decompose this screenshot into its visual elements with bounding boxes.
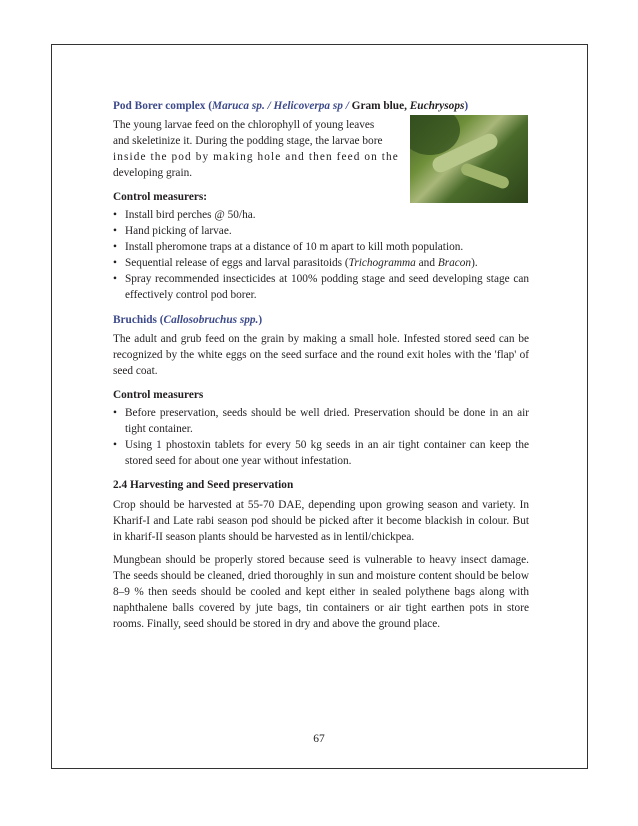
harvesting-paragraph-2: Mungbean should be properly stored because seed is vulnerable to heavy insect damage. The seeds should be cleaned, dried thoroughly in sun and moisture content should be below 8–9 % then seeds should be cooled and kept either in sealed polythene bags along with naphthalene balls covered by jute bags, tin containers or air tight earthen pots in store rooms. Finally, seed should be stored in dry and above the ground place.	[113, 554, 529, 630]
list-item: • Install pheromone traps at a distance of 10 m apart to kill moth population.	[113, 239, 529, 255]
list-item: • Using 1 phostoxin tablets for every 50 kg seeds in an air tight container can keep the stored seed for about one year without infestation.	[113, 437, 529, 469]
list-item: • Hand picking of larvae.	[113, 223, 529, 239]
pod-borer-control-list	[113, 207, 529, 303]
bruchids-description: The adult and grub feed on the grain by making a small hole. Infested stored seed can be recognized by the white eggs on the seed surface and the round exit holes with the 'flap' of seed coat.	[113, 333, 529, 377]
pod-borer-heading: Pod Borer complex (Maruca sp. / Helicoverpa sp / Gram blue, Euchrysops)	[113, 100, 469, 112]
pod-borer-control-title: Control measurers:	[113, 191, 208, 203]
bruchids-control-title: Control measurers	[113, 389, 204, 401]
page-content	[113, 98, 529, 632]
list-item: • Install bird perches @ 50/ha.	[113, 207, 529, 223]
harvesting-paragraph-1: Crop should be harvested at 55-70 DAE, depending upon growing season and variety. In Kharif-I and Late rabi season pod should be picked after it become blackish in colour. But in kharif-II season plants should be harvested as in lentil/chickpea.	[113, 499, 529, 543]
list-item: • Spray recommended insecticides at 100% podding stage and seed developing stage can effectively control pod borer.	[113, 271, 529, 303]
bruchids-control-list	[113, 405, 529, 469]
list-item: • Sequential release of eggs and larval parasitoids (Trichogramma and Bracon).	[113, 255, 529, 271]
bruchids-heading: Bruchids (Callosobruchus spp.)	[113, 314, 263, 326]
pod-borer-description: The young larvae feed on the chlorophyll of young leaves and skeletinize it. During the podding stage, the larvae bore inside the pod by making hole and then feed on the developing grain.	[113, 119, 399, 179]
harvesting-heading: 2.4 Harvesting and Seed preservation	[113, 479, 294, 491]
list-item: • Before preservation, seeds should be well dried. Preservation should be done in an air tight container.	[113, 405, 529, 437]
page-number: 67	[313, 733, 325, 745]
